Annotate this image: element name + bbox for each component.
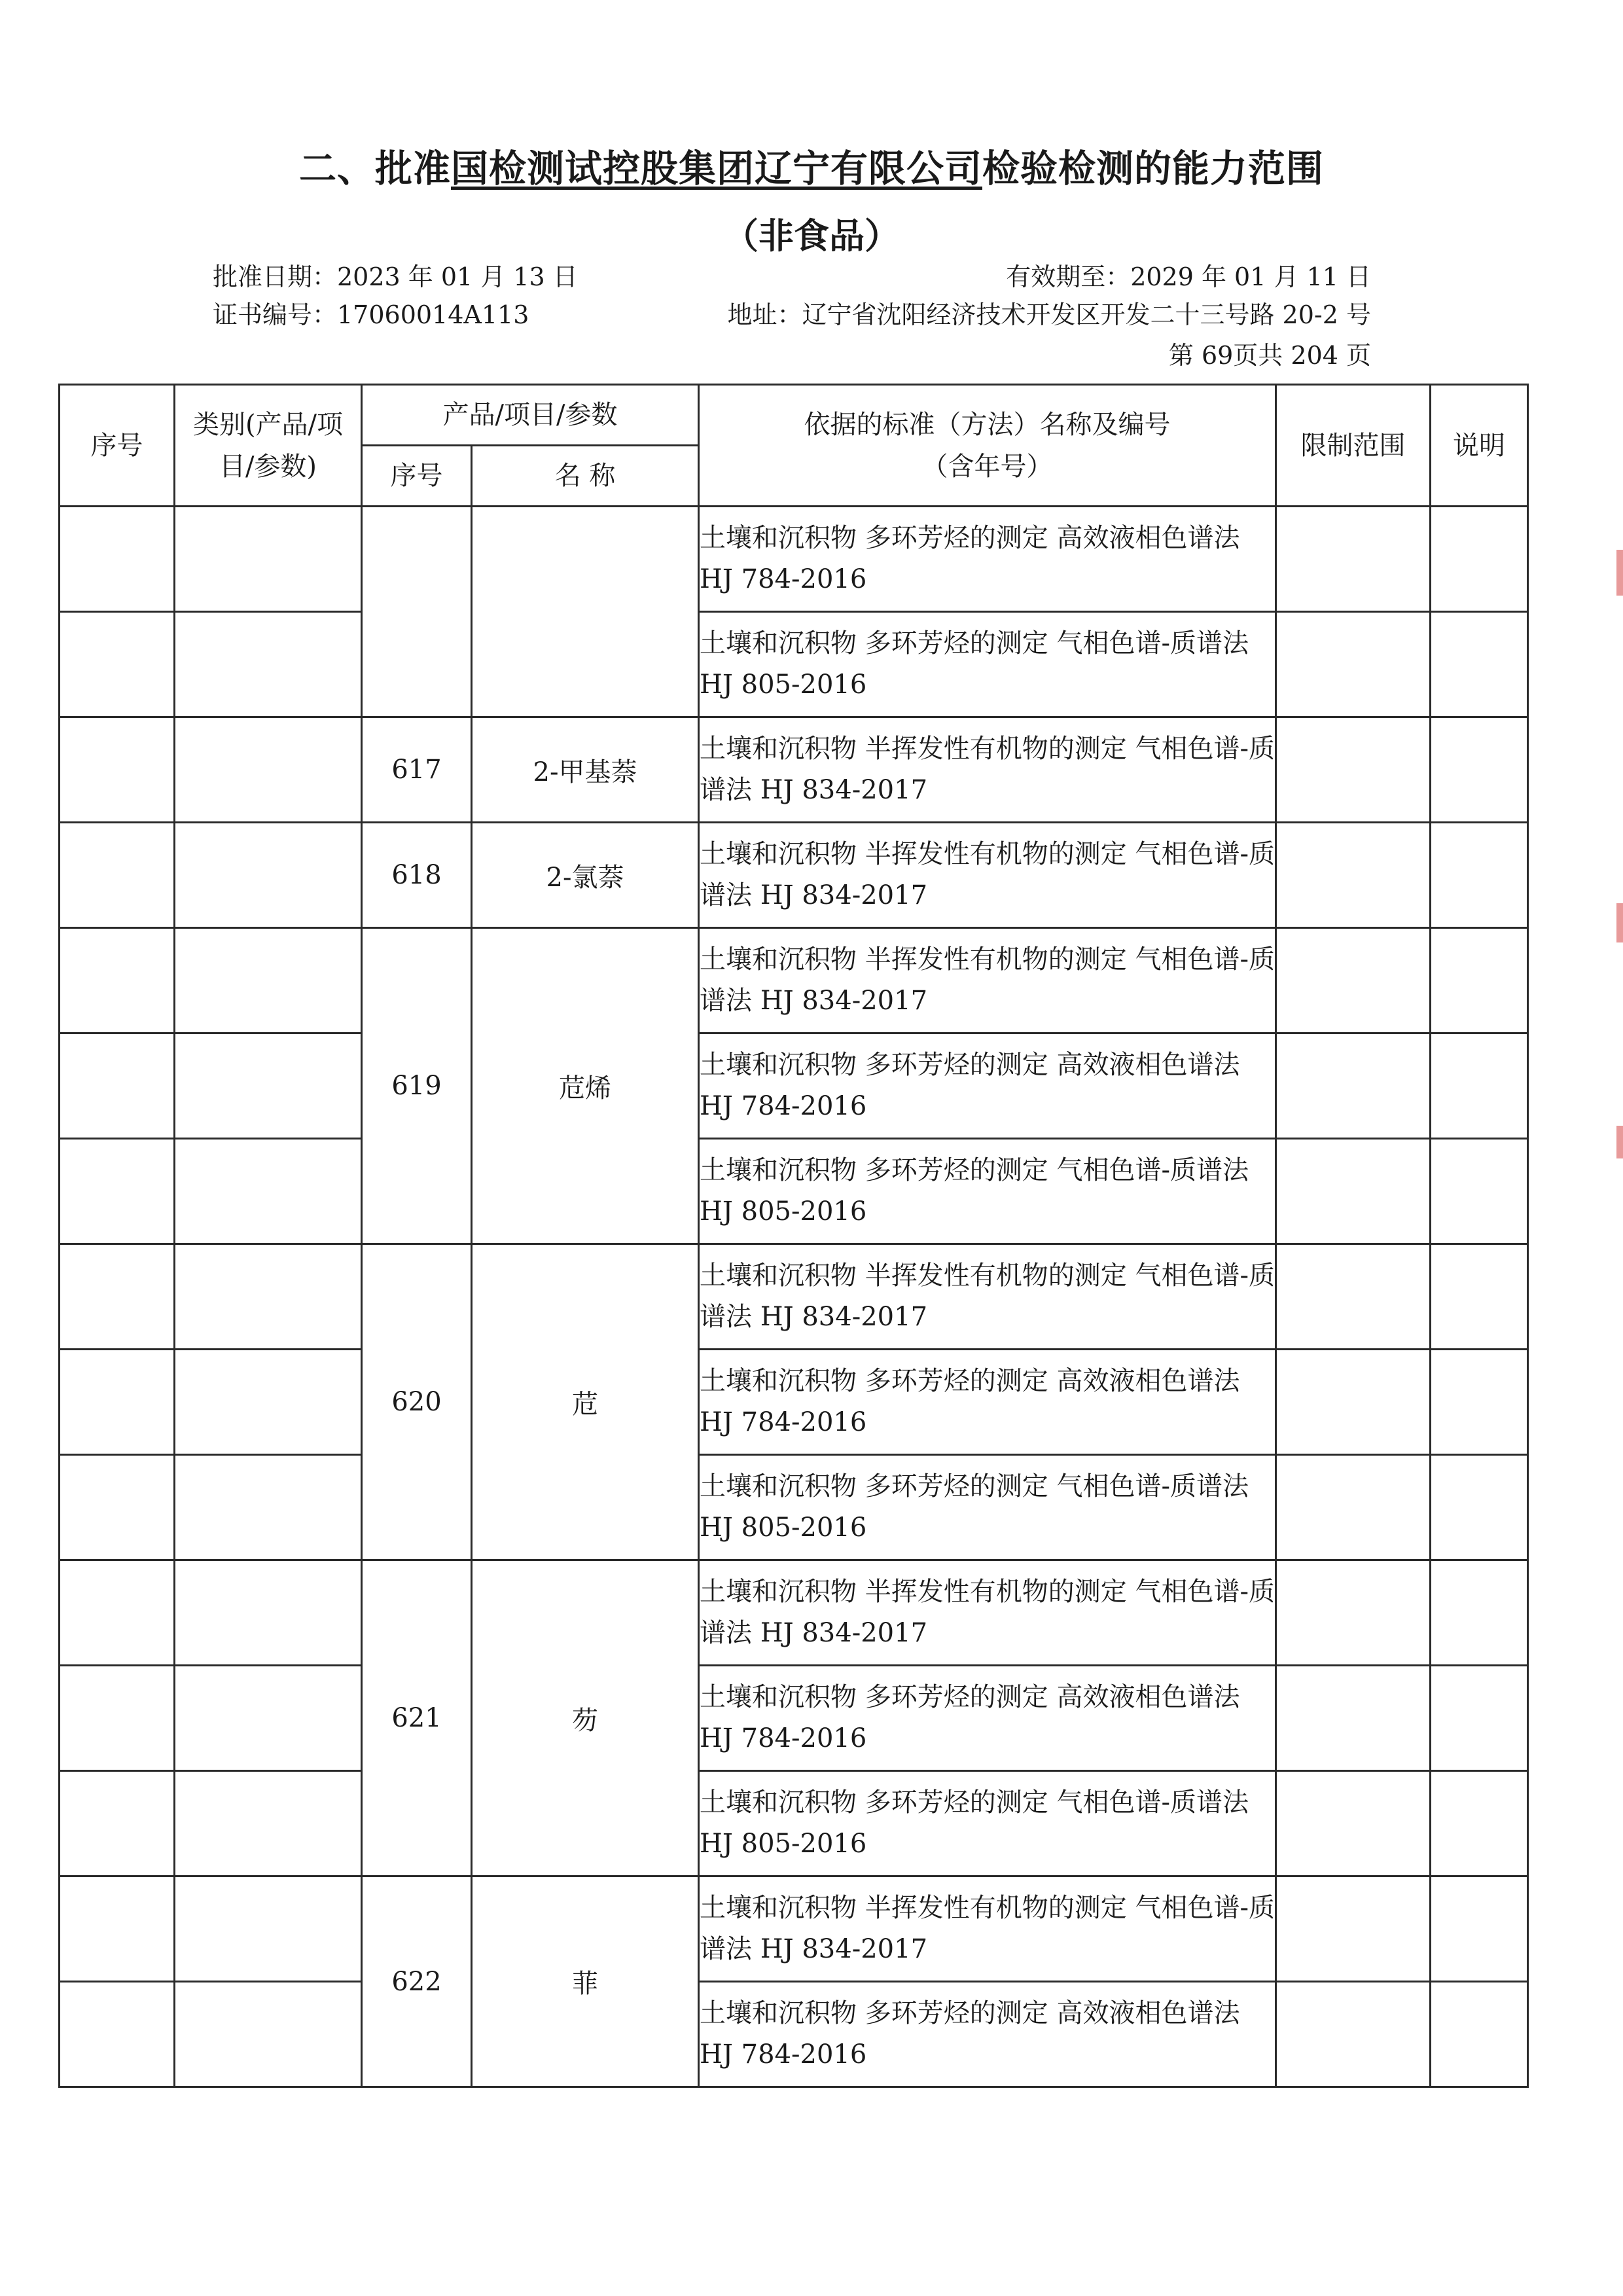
- limit-cell: [1276, 1666, 1431, 1771]
- limit-cell: [1276, 1771, 1431, 1876]
- seq-cell: [60, 1033, 175, 1139]
- standard-cell: 土壤和沉积物 多环芳烃的测定 高效液相色谱法 HJ 784-2016: [699, 1666, 1276, 1771]
- page-subtitle: （非食品）: [723, 215, 900, 257]
- scope-table-body: [60, 507, 1528, 2087]
- table-row: [60, 1244, 1528, 1350]
- table-row: [60, 1350, 1528, 1455]
- category-cell: [175, 507, 362, 612]
- seq-cell: [60, 1560, 175, 1666]
- title-prefix: 二、批准: [299, 147, 451, 190]
- note-cell: [1431, 717, 1528, 823]
- standard-cell: 土壤和沉积物 半挥发性有机物的测定 气相色谱-质谱法 HJ 834-2017: [699, 928, 1276, 1033]
- category-cell: [175, 1455, 362, 1560]
- limit-cell: [1276, 1560, 1431, 1666]
- standard-cell: 土壤和沉积物 半挥发性有机物的测定 气相色谱-质谱法 HJ 834-2017: [699, 823, 1276, 928]
- table-row: [60, 1771, 1528, 1876]
- valid-until: 有效期至：2029 年 01 月 11 日: [1006, 262, 1371, 291]
- scope-table: [58, 384, 1529, 2088]
- note-cell: [1431, 1771, 1528, 1876]
- limit-cell: [1276, 1033, 1431, 1139]
- note-cell: [1431, 1455, 1528, 1560]
- limit-cell: [1276, 717, 1431, 823]
- note-cell: [1431, 1244, 1528, 1350]
- category-cell: [175, 1350, 362, 1455]
- header-product-group: 产品/项目/参数: [362, 385, 699, 446]
- header-limit: 限制范围: [1276, 385, 1431, 507]
- limit-cell: [1276, 823, 1431, 928]
- item-name: 2-甲基萘: [472, 717, 699, 823]
- category-cell: [175, 928, 362, 1033]
- limit-cell: [1276, 1455, 1431, 1560]
- limit-cell: [1276, 1876, 1431, 1982]
- standard-cell: 土壤和沉积物 多环芳烃的测定 气相色谱-质谱法 HJ 805-2016: [699, 1139, 1276, 1244]
- seq-cell: [60, 823, 175, 928]
- title-company: 国检测试控股集团辽宁有限公司: [451, 147, 982, 190]
- category-cell: [175, 1876, 362, 1982]
- header-seq: 序号: [60, 385, 175, 507]
- category-cell: [175, 612, 362, 717]
- item-name: 苊: [472, 1244, 699, 1560]
- seq-cell: [60, 1244, 175, 1350]
- seq-cell: [60, 612, 175, 717]
- table-row: [60, 1139, 1528, 1244]
- table-row: [60, 612, 1528, 717]
- note-cell: [1431, 1139, 1528, 1244]
- standard-cell: 土壤和沉积物 半挥发性有机物的测定 气相色谱-质谱法 HJ 834-2017: [699, 1876, 1276, 1982]
- item-name: 芴: [472, 1560, 699, 1876]
- limit-cell: [1276, 1350, 1431, 1455]
- header-note: 说明: [1431, 385, 1528, 507]
- seq-cell: [60, 717, 175, 823]
- category-cell: [175, 1033, 362, 1139]
- table-row: [60, 507, 1528, 612]
- note-cell: [1431, 1982, 1528, 2087]
- header-category: 类别(产品/项目/参数): [175, 385, 362, 507]
- item-number: 619: [362, 928, 472, 1244]
- limit-cell: [1276, 1244, 1431, 1350]
- seq-cell: [60, 507, 175, 612]
- note-cell: [1431, 1350, 1528, 1455]
- limit-cell: [1276, 1982, 1431, 2087]
- seq-cell: [60, 1771, 175, 1876]
- limit-cell: [1276, 928, 1431, 1033]
- limit-cell: [1276, 1139, 1431, 1244]
- standard-cell: 土壤和沉积物 半挥发性有机物的测定 气相色谱-质谱法 HJ 834-2017: [699, 717, 1276, 823]
- table-row: [60, 717, 1528, 823]
- header-standard: 依据的标准（方法）名称及编号（含年号）: [699, 385, 1276, 507]
- item-number: 617: [362, 717, 472, 823]
- category-cell: [175, 1244, 362, 1350]
- table-row: [60, 928, 1528, 1033]
- standard-cell: 土壤和沉积物 多环芳烃的测定 高效液相色谱法 HJ 784-2016: [699, 1982, 1276, 2087]
- stamp-edge-mark: [1616, 903, 1623, 942]
- table-row: [60, 1876, 1528, 1982]
- note-cell: [1431, 1876, 1528, 1982]
- item-name: 2-氯萘: [472, 823, 699, 928]
- category-cell: [175, 1771, 362, 1876]
- table-row: [60, 1455, 1528, 1560]
- page-title: [0, 139, 1623, 192]
- stamp-edge-mark: [1616, 550, 1623, 596]
- category-cell: [175, 1139, 362, 1244]
- seq-cell: [60, 1139, 175, 1244]
- standard-cell: 土壤和沉积物 多环芳烃的测定 气相色谱-质谱法 HJ 805-2016: [699, 1455, 1276, 1560]
- note-cell: [1431, 507, 1528, 612]
- header-name: 名 称: [472, 446, 699, 507]
- standard-cell: 土壤和沉积物 半挥发性有机物的测定 气相色谱-质谱法 HJ 834-2017: [699, 1244, 1276, 1350]
- item-name: 菲: [472, 1876, 699, 2087]
- note-cell: [1431, 928, 1528, 1033]
- item-number: [362, 507, 472, 717]
- standard-cell: 土壤和沉积物 多环芳烃的测定 气相色谱-质谱法 HJ 805-2016: [699, 1771, 1276, 1876]
- title-suffix: 检验检测的能力范围: [982, 147, 1324, 190]
- category-cell: [175, 1666, 362, 1771]
- seq-cell: [60, 1876, 175, 1982]
- standard-cell: 土壤和沉积物 多环芳烃的测定 高效液相色谱法 HJ 784-2016: [699, 507, 1276, 612]
- standard-cell: 土壤和沉积物 半挥发性有机物的测定 气相色谱-质谱法 HJ 834-2017: [699, 1560, 1276, 1666]
- seq-cell: [60, 1455, 175, 1560]
- note-cell: [1431, 612, 1528, 717]
- item-number: 618: [362, 823, 472, 928]
- note-cell: [1431, 1033, 1528, 1139]
- seq-cell: [60, 1982, 175, 2087]
- seq-cell: [60, 928, 175, 1033]
- item-number: 621: [362, 1560, 472, 1876]
- category-cell: [175, 1982, 362, 2087]
- table-row: [60, 1560, 1528, 1666]
- header-sub-seq: 序号: [362, 446, 472, 507]
- standard-cell: 土壤和沉积物 多环芳烃的测定 高效液相色谱法 HJ 784-2016: [699, 1350, 1276, 1455]
- note-cell: [1431, 1666, 1528, 1771]
- category-cell: [175, 1560, 362, 1666]
- certificate-number: 证书编号：17060014A113: [213, 300, 529, 329]
- limit-cell: [1276, 507, 1431, 612]
- note-cell: [1431, 1560, 1528, 1666]
- item-number: 622: [362, 1876, 472, 2087]
- category-cell: [175, 717, 362, 823]
- table-row: [60, 1666, 1528, 1771]
- standard-cell: 土壤和沉积物 多环芳烃的测定 高效液相色谱法 HJ 784-2016: [699, 1033, 1276, 1139]
- limit-cell: [1276, 612, 1431, 717]
- stamp-edge-mark: [1616, 1126, 1623, 1158]
- table-row: [60, 1982, 1528, 2087]
- note-cell: [1431, 823, 1528, 928]
- address: 地址：辽宁省沈阳经济技术开发区开发二十三号路 20-2 号: [727, 300, 1371, 329]
- approval-date: 批准日期：2023 年 01 月 13 日: [213, 262, 578, 291]
- item-name: [472, 507, 699, 717]
- seq-cell: [60, 1666, 175, 1771]
- seq-cell: [60, 1350, 175, 1455]
- standard-cell: 土壤和沉积物 多环芳烃的测定 气相色谱-质谱法 HJ 805-2016: [699, 612, 1276, 717]
- table-row: [60, 823, 1528, 928]
- page-number: 第 69页共 204 页: [1168, 341, 1371, 370]
- table-row: [60, 1033, 1528, 1139]
- item-number: 620: [362, 1244, 472, 1560]
- item-name: 苊烯: [472, 928, 699, 1244]
- category-cell: [175, 823, 362, 928]
